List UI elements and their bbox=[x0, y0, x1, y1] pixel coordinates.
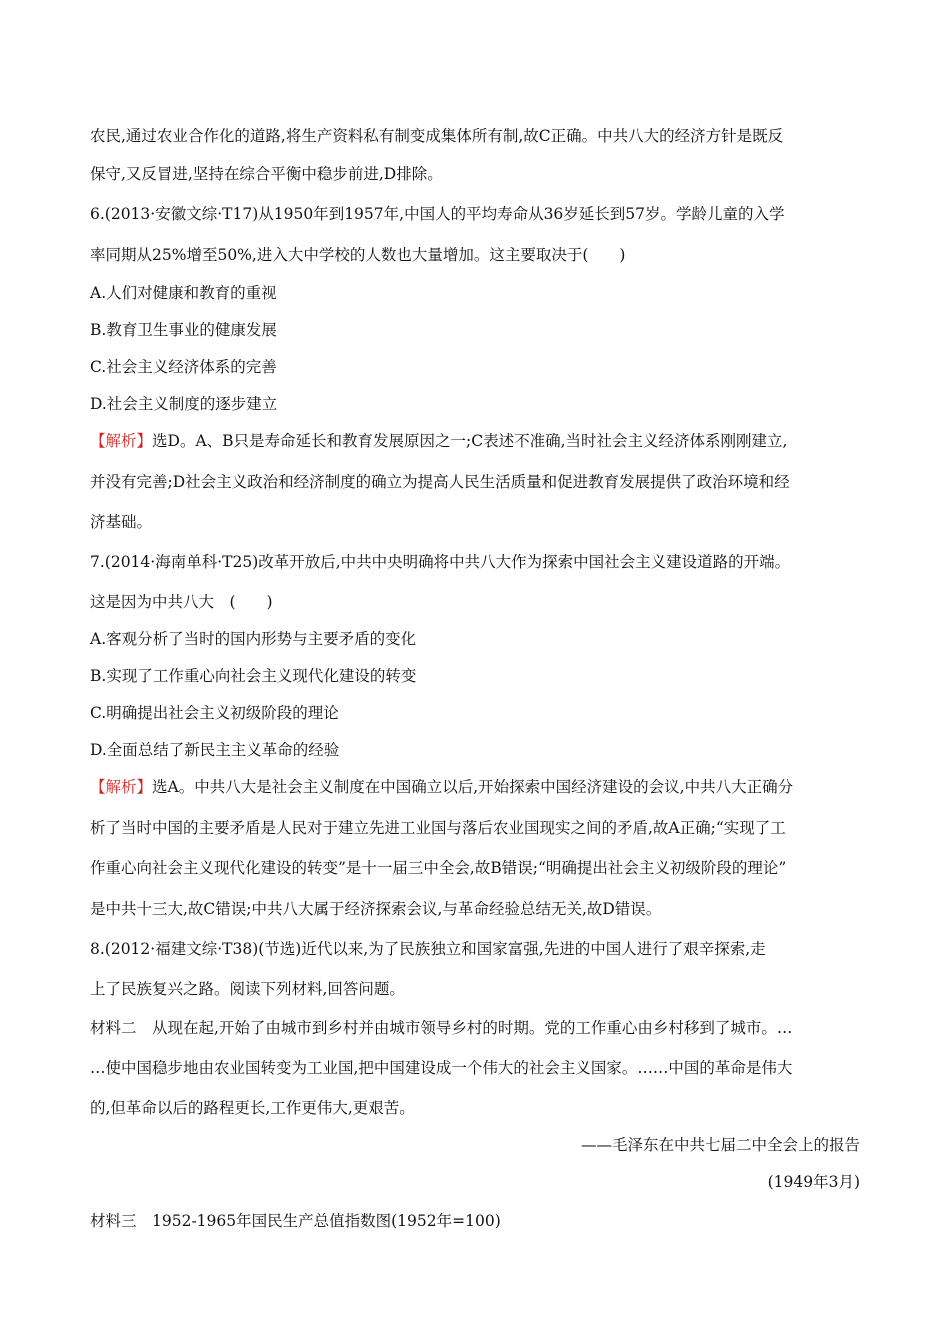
analysis-text: 选A。中共八大是社会主义制度在中国确立以后,开始探索中国经济建设的会议,中共八大正确分 bbox=[152, 778, 794, 796]
question-6-stem: 率同期从25%增至50%,进入大中学校的人数也大量增加。这主要取决于( ) bbox=[90, 246, 626, 264]
answer-analysis: 并没有完善;D社会主义政治和经济制度的确立为提高人民生活质量和促进教育发展提供了政治环境和经 bbox=[90, 473, 790, 491]
question-6-stem: 6.(2013·安徽文综·T17)从1950年到1957年,中国人的平均寿命从36岁延长到57岁。学龄儿童的入学 bbox=[90, 205, 785, 223]
analysis-tag: 【解析】 bbox=[90, 432, 153, 450]
option-d: D.社会主义制度的逐步建立 bbox=[90, 395, 278, 413]
answer-analysis bbox=[90, 777, 793, 797]
option-a: A.人们对健康和教育的重视 bbox=[90, 284, 277, 302]
answer-analysis: 作重心向社会主义现代化建设的转变”是十一届三中全会,故B错误;“明确提出社会主义初级阶段的理论” bbox=[90, 859, 787, 877]
answer-analysis: 是中共十三大,故C错误;中共八大属于经济探索会议,与革命经验总结无关,故D错误。 bbox=[90, 900, 662, 918]
material-source: ——毛泽东在中共七届二中全会上的报告 bbox=[580, 1136, 860, 1154]
analysis-tag: 【解析】 bbox=[90, 778, 153, 796]
material-two: 的,但革命以后的路程更长,工作更伟大,更艰苦。 bbox=[90, 1099, 415, 1117]
answer-analysis: 析了当时中国的主要矛盾是人民对于建立先进工业国与落后农业国现实之间的矛盾,故A正确;“实现了工 bbox=[90, 819, 786, 837]
option-b: B.教育卫生事业的健康发展 bbox=[90, 321, 277, 339]
question-7-stem: 7.(2014·海南单科·T25)改革开放后,中共中央明确将中共八大作为探索中国社会主义建设道路的开端。 bbox=[90, 553, 791, 571]
question-8-stem: 上了民族复兴之路。阅读下列材料,回答问题。 bbox=[90, 980, 405, 998]
analysis-text: 选D。A、B只是寿命延长和教育发展原因之一;C表述不准确,当时社会主义经济体系刚刚建立, bbox=[152, 432, 788, 450]
answer-analysis: 济基础。 bbox=[90, 513, 153, 531]
text-line: 农民,通过农业合作化的道路,将生产资料私有制变成集体所有制,故C正确。中共八大的经济方针是既反 bbox=[90, 127, 784, 145]
material-date: (1949年3月) bbox=[767, 1173, 860, 1191]
question-8-stem: 8.(2012·福建文综·T38)(节选)近代以来,为了民族独立和国家富强,先进的中国人进行了艰辛探索,走 bbox=[90, 940, 766, 958]
answer-analysis bbox=[90, 431, 787, 451]
question-7-stem: 这是因为中共八大 ( ) bbox=[90, 593, 273, 611]
material-three-heading: 材料三 1952-1965年国民生产总值指数图(1952年=100) bbox=[90, 1212, 501, 1230]
material-two: …使中国稳步地由农业国转变为工业国,把中国建设成一个伟大的社会主义国家。……中国的革命是伟大 bbox=[90, 1059, 793, 1077]
text-line: 保守,又反冒进,坚持在综合平衡中稳步前进,D排除。 bbox=[90, 165, 443, 183]
option-a: A.客观分析了当时的国内形势与主要矛盾的变化 bbox=[90, 630, 417, 648]
option-c: C.明确提出社会主义初级阶段的理论 bbox=[90, 704, 339, 722]
option-c: C.社会主义经济体系的完善 bbox=[90, 358, 277, 376]
option-b: B.实现了工作重心向社会主义现代化建设的转变 bbox=[90, 667, 417, 685]
material-two: 材料二 从现在起,开始了由城市到乡村并由城市领导乡村的时期。党的工作重心由乡村移到了城市。… bbox=[90, 1019, 793, 1037]
option-d: D.全面总结了新民主主义革命的经验 bbox=[90, 741, 340, 759]
